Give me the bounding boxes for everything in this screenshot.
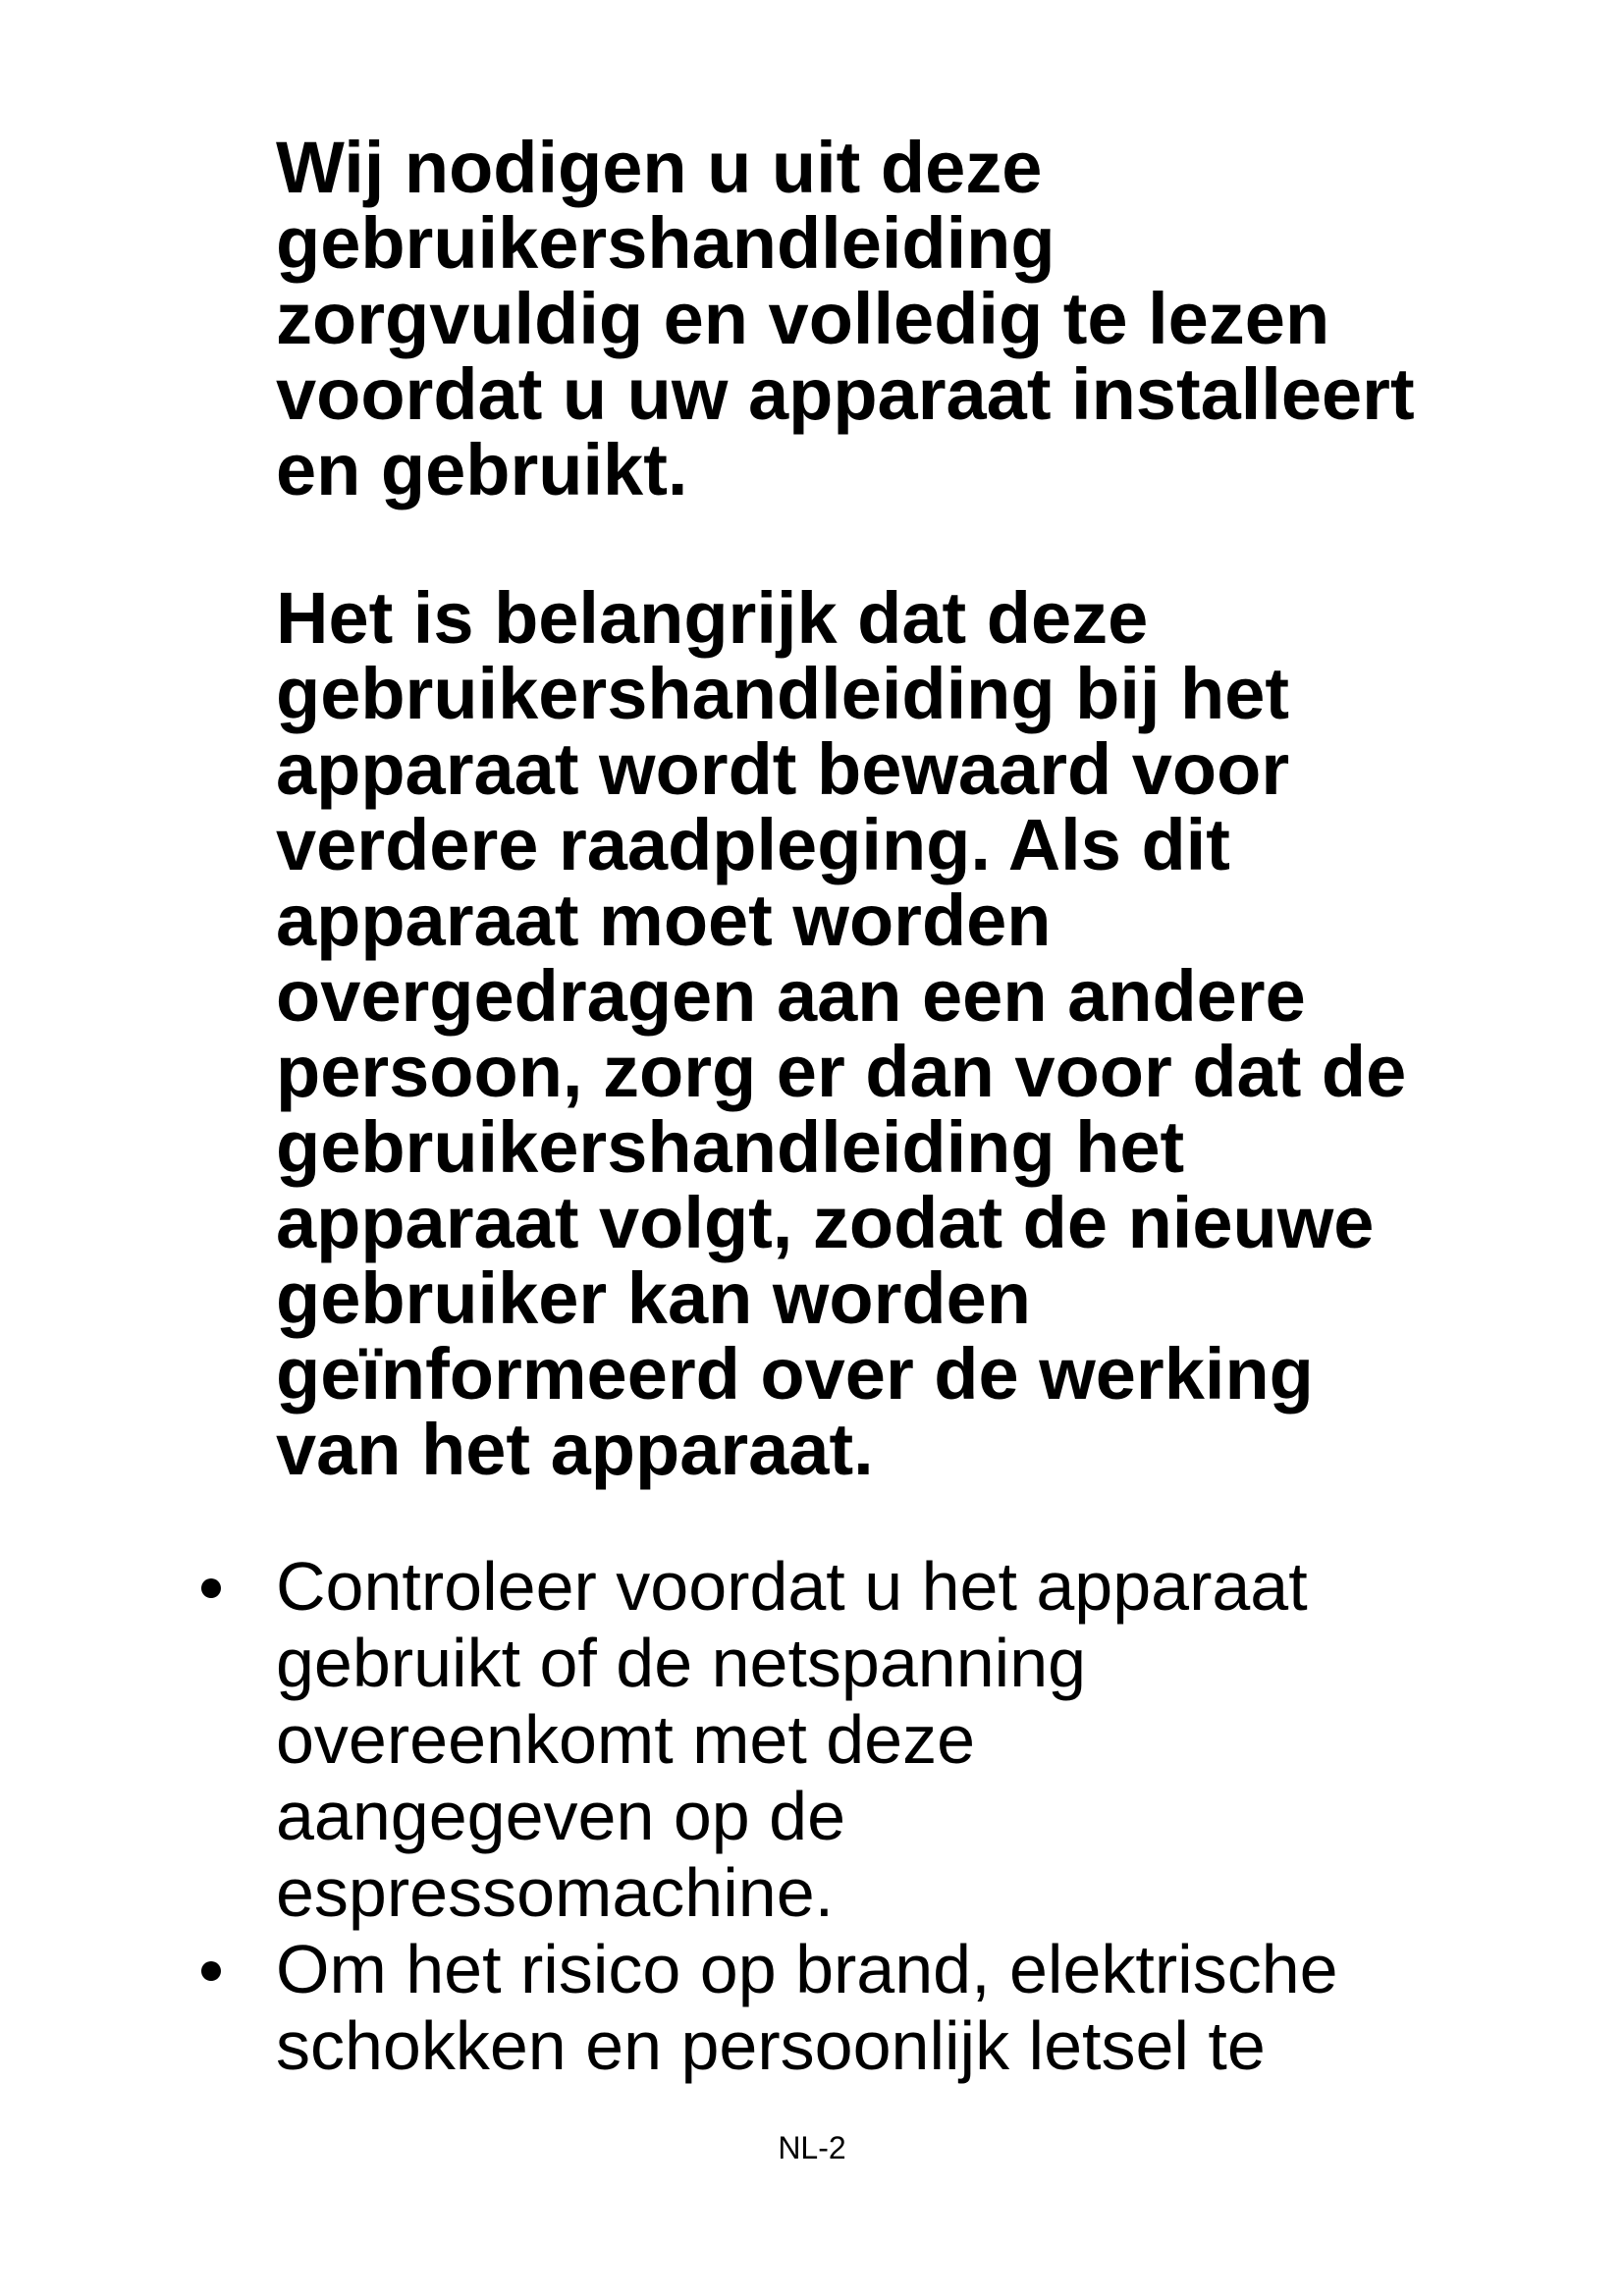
safety-bullet-list	[0, 1548, 1624, 2084]
page-number: NL-2	[778, 2130, 846, 2165]
keep-manual-paragraph: Het is belangrijk dat deze gebruikershandleiding bij het apparaat wordt bewaard voor verdere raadpleging. Als dit apparaat moet worden overgedragen aan een andere persoon, zorg er dan voor dat de gebruikershandleiding het apparaat volgt, zodat de nieuwe gebruiker kan worden geïnformeerd over de werking van het apparaat.	[276, 577, 1407, 1490]
bullet-icon	[201, 1961, 221, 1981]
intro-paragraph: Wij nodigen u uit deze gebruikershandleiding zorgvuldig en volledig te lezen voordat u uw apparaat installeert en gebruikt.	[276, 127, 1415, 510]
bullet-text-voltage: Controleer voordat u het apparaat gebruikt of de netspanning overeenkomt met deze aangegeven op de espressomachine.	[276, 1548, 1308, 1931]
list-item	[0, 1931, 1624, 2084]
bullet-icon	[201, 1578, 221, 1598]
list-item	[0, 1548, 1624, 1931]
bullet-text-fire-risk: Om het risico op brand, elektrische schokken en persoonlijk letsel te	[276, 1931, 1338, 2084]
